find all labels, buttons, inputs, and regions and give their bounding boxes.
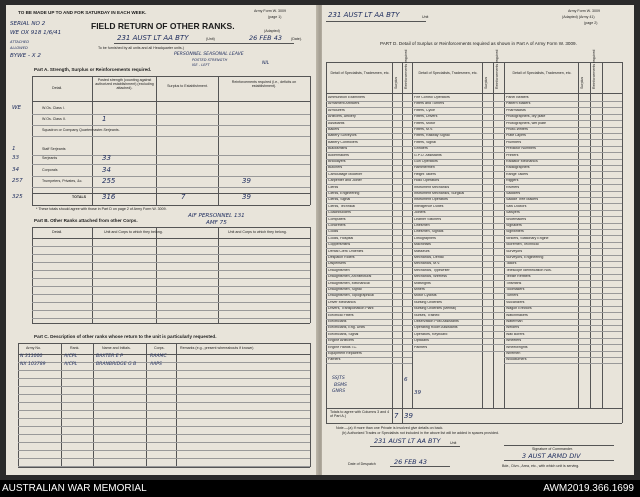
unit-handwritten: 231 AUST LT AA BTY xyxy=(117,34,189,42)
specialist-item: Electrical Fitters xyxy=(328,313,354,317)
specialist-item: Opticians xyxy=(414,339,429,343)
specialist-item: Wheelers xyxy=(506,339,522,343)
part-c-row-line xyxy=(18,410,310,411)
specialist-item: Assistants xyxy=(328,121,345,125)
specialist-item: Printers xyxy=(506,153,519,157)
specialist-item: Ammunition Examiners xyxy=(328,96,365,99)
part-c-row-line xyxy=(18,450,310,451)
part-c-row-line xyxy=(18,402,310,403)
specialist-item: Painters xyxy=(414,345,428,349)
part-b-row-line xyxy=(32,294,310,295)
specialist-item: Photographers, dry plate xyxy=(506,115,546,119)
right-unit-hw: 231 AUST LT AA BTY xyxy=(328,11,400,19)
part-c-row-line xyxy=(18,370,310,371)
sign-unit-label: Unit xyxy=(450,441,457,445)
note-2: (b) Authorized Trades or Specialists not included in the above list will be added in spaces provided. xyxy=(342,431,500,435)
part-c-rank: A/CPL xyxy=(64,354,78,359)
despatch-label: Date of Despatch xyxy=(348,462,376,466)
hw-mid-1: AMF 75 xyxy=(206,220,227,226)
specialist-item: Hammermen xyxy=(414,166,435,170)
specialist-item: Machinists xyxy=(414,243,431,247)
part-a-row-label: Squadron or Company Quartermaster-Serjeants. xyxy=(42,128,120,132)
specialist-item: Pharmacists xyxy=(506,108,526,112)
specialist-item: Lithographers xyxy=(414,236,436,240)
specialist-item: Artificers, Artillery xyxy=(328,115,356,119)
part-c-row-line xyxy=(18,442,310,443)
specialist-item: Electricians, Signal xyxy=(328,332,359,336)
specialist-item: Armourers xyxy=(328,108,345,112)
totals-surplus: 7 xyxy=(394,412,399,420)
specialist-item: Fire Control Operators xyxy=(414,96,450,99)
part-c-corps: RAAMC xyxy=(150,354,167,359)
date-label: (Date). xyxy=(291,37,302,41)
part-c-row-line xyxy=(18,434,310,435)
unit-label: (Unit) xyxy=(206,37,215,41)
hw-entry-2-value: 39 xyxy=(414,390,422,396)
specialist-item: Mechanics, Dental xyxy=(414,256,444,259)
specialist-item: Millwrights xyxy=(414,281,431,285)
specialist-item: Clerks, Signal xyxy=(328,198,351,202)
specialist-item: Mechanics, Typewriter xyxy=(414,268,450,272)
part-a-row-margin: 1 xyxy=(12,146,16,152)
specialist-item: Butchers xyxy=(328,166,343,170)
part-a-row-posted: 255 xyxy=(102,177,116,185)
part-a-row-reinf: 39 xyxy=(242,177,251,185)
sign-unit-hw: 231 AUST LT AA BTY xyxy=(374,437,441,445)
specialist-item: Coppersmiths xyxy=(328,243,351,247)
part-d-h-surplus-3: Surplus xyxy=(580,76,584,89)
part-a-row-margin: 257 xyxy=(12,178,23,184)
specialist-item: Driver Mechanics xyxy=(328,300,356,304)
part-a-row-posted: 316 xyxy=(102,193,116,201)
part-c-name: BRANBRIDGE G B xyxy=(96,362,137,367)
part-a-row-posted: 34 xyxy=(102,166,111,174)
specialist-item: Equipment Repairers xyxy=(328,352,362,355)
specialist-item: Height Takers xyxy=(414,172,436,176)
specialist-item: Fitters, Railway Signal xyxy=(414,134,450,138)
specialist-item: Mechanics, M.V. xyxy=(414,262,441,266)
specialist-item: Panel Beaters xyxy=(506,96,529,99)
specialist-item: Camouflage Modeller xyxy=(328,172,363,176)
specialist-item: Radiographers xyxy=(506,166,530,170)
specialist-item: Carpenter and Joiner xyxy=(328,179,362,183)
part-a-row-posted: 33 xyxy=(102,154,111,162)
specialist-item: Nursing Orderlies xyxy=(414,300,442,304)
part-b-title: Part B. Other Ranks attached from other Corps. xyxy=(34,218,138,223)
hw-top-right-2: ISE - LEFT xyxy=(192,63,210,67)
hw-top-right-1: POSTED STRENGTH xyxy=(192,58,228,62)
part-b-h-unit1: Unit and Corps to which they belong. xyxy=(104,230,163,234)
specialist-item: Strikers, Stationary Engine xyxy=(506,236,549,240)
part-c-h-rank: Rank. xyxy=(70,346,80,350)
specialist-item: Bakers xyxy=(328,128,340,131)
right-adapted: (Adapted) (Army 41) xyxy=(562,15,595,19)
part-c-h-no: Army No. xyxy=(26,346,41,350)
specialist-item: Battery Surveyors xyxy=(328,134,357,138)
furnish-note: To be furnished by all units and all Headquarter units.) xyxy=(98,46,184,50)
specialist-item: Pattern Makers xyxy=(506,102,531,106)
part-b-h-unit2: Unit and Corps to which they belong. xyxy=(228,230,287,234)
specialist-item: Saddle Tree Makers xyxy=(506,198,539,202)
specialist-item: Concreters xyxy=(328,224,346,227)
specialist-item: Riggers xyxy=(506,179,519,183)
left-page xyxy=(6,5,318,475)
specialist-item: Cooks xyxy=(328,230,339,234)
part-a-row-surplus: 7 xyxy=(181,193,186,201)
specialist-item: Fitters and Turners xyxy=(414,102,445,106)
part-b-row-line xyxy=(32,278,310,279)
part-a-row-line xyxy=(32,187,310,188)
part-d-h-detail-1: Detail of Specialists, Tradesmen, etc. xyxy=(330,71,390,75)
bde-label: Bde., Divn., Area, etc., with which unit is serving. xyxy=(502,464,580,468)
margin-hw-0: SERIAL NO 2 xyxy=(10,21,46,27)
part-a-row-line xyxy=(32,136,310,137)
part-c-row-line xyxy=(18,466,310,467)
specialist-item: Joiners xyxy=(414,211,426,215)
specialist-item: Instrument Mechanics xyxy=(414,185,450,189)
specialist-row-line xyxy=(504,363,622,364)
specialist-item: Fitters, M.V. xyxy=(414,128,434,131)
specialist-item: Plate Layers xyxy=(506,134,526,138)
specialist-item: Farriers xyxy=(328,358,341,362)
specialist-item: Dispensers xyxy=(328,262,346,266)
part-a-footnote: * These totals should agree with those in Part D on page 2 of Army Form W. 3009. xyxy=(36,207,167,211)
specialist-item: Photographers, wet plate xyxy=(506,121,546,125)
specialist-item: Waterman xyxy=(506,320,523,323)
specialist-item: Linesmen xyxy=(414,224,430,227)
hw-entry-0-value: 6 xyxy=(404,377,408,383)
specialist-item: Welders xyxy=(506,326,520,330)
part-a-row-margin: WE xyxy=(12,105,22,111)
part-c-name: BAXTER E P xyxy=(96,354,123,359)
specialist-item: Hollo Operators xyxy=(414,179,440,183)
part-d-h-reinf-2: Reinforcements required xyxy=(495,49,499,89)
specialist-item: Signwriters xyxy=(506,230,524,234)
specialist-item: Surveyors, Engineering xyxy=(506,256,544,259)
specialist-item: Coachbuilders xyxy=(328,211,351,215)
specialist-item: Nursing Orderlies (Mental) xyxy=(414,307,457,311)
specialist-item: Boilermakers xyxy=(328,153,349,157)
specialist-item: Turners xyxy=(506,294,519,298)
army-form-label: Army Form W. 3009 xyxy=(254,9,286,13)
part-a-row-label: W.Os. Class I. xyxy=(42,106,65,110)
part-a-row-line xyxy=(32,176,310,177)
specialist-item: Photo-Writers xyxy=(506,128,528,131)
right-army-form: Army Form W. 3009 xyxy=(568,9,600,13)
specialist-item: Nurses, Trained xyxy=(414,313,440,317)
specialist-item: Fitters, Cycle xyxy=(414,108,435,112)
specialist-item: Wall Borers xyxy=(506,332,525,336)
specialist-item: Draughtsmen, Architectural xyxy=(328,275,372,279)
part-a-row-line xyxy=(32,114,310,115)
specialist-item: Wagon Erectors xyxy=(506,307,532,311)
specialist-item: Surveyors xyxy=(506,249,523,253)
part-b-row-line xyxy=(32,318,310,319)
right-page xyxy=(322,5,634,475)
part-c-row-line xyxy=(18,362,310,363)
specialist-row-line xyxy=(326,363,412,364)
despatch-hw: 26 FEB 43 xyxy=(394,458,427,466)
part-c-rank: A/CPL xyxy=(64,362,78,367)
part-c-title: Part C. Description of other ranks whose return to the unit is particularly requested. xyxy=(34,334,217,339)
part-a-row-label: Corporals xyxy=(42,168,58,172)
specialist-item: Draughtsmen, Mechanical xyxy=(328,281,370,285)
part-b-row-line xyxy=(32,302,310,303)
right-page-label: (page 2) xyxy=(584,21,598,25)
part-c-row-line xyxy=(18,386,310,387)
specialist-item: Wheelwrights xyxy=(506,345,528,349)
part-c-row-line xyxy=(18,426,310,427)
specialist-row-line xyxy=(412,351,504,352)
specialist-item: Gun Operators xyxy=(414,160,438,163)
specialist-item: Operators, Keyboard xyxy=(414,332,448,336)
specialist-item: Vulcanizers xyxy=(506,300,525,304)
margin-hw-3: ALLOWED xyxy=(10,46,28,50)
specialist-item: Radiator Mechanics xyxy=(506,160,538,163)
page-label: (page 1) xyxy=(268,15,282,19)
hw-entry-0-label: SSJTS xyxy=(332,376,345,381)
part-b-row-line xyxy=(32,262,310,263)
specialist-item: Fitters, Drivers xyxy=(414,115,438,119)
part-c-h-corps: Corps. xyxy=(154,346,165,350)
specialist-item: Storemen, Technical xyxy=(506,243,539,247)
hw-mid-0: AIF PERSONNEL 131 xyxy=(188,213,245,219)
adapted-label: (Adapted) xyxy=(264,29,280,33)
specialist-item: Clerks, Engineering xyxy=(328,192,360,195)
part-d-h-detail-2: Detail of Specialists, Tradesmen, etc. xyxy=(418,71,478,75)
specialist-item: Engine Artificers xyxy=(328,339,354,343)
part-a-row-line xyxy=(32,125,310,126)
part-d-h-reinf-3: Reinforcements required xyxy=(592,49,596,89)
arm-div-hw: 3 AUST ARMD DIV xyxy=(522,452,581,460)
specialist-item: Textile Refitters xyxy=(506,275,531,279)
right-unit-label: Unit xyxy=(422,15,429,19)
part-b-row-line xyxy=(32,254,310,255)
specialist-item: Riveters xyxy=(506,185,520,189)
part-c-h-remarks: Remarks (e.g., present whereabouts if known) xyxy=(180,346,254,350)
part-a-row-line xyxy=(32,155,310,156)
part-a-row-label: Serjeants xyxy=(42,156,58,160)
part-a-h-posted: Posted strength (counting against authorized establishment) (excluding attached). xyxy=(95,78,154,90)
part-c-row-line xyxy=(18,458,310,459)
specialist-item: Linesmen, Signals xyxy=(414,230,444,234)
specialist-item: Battery Controllers xyxy=(328,140,358,144)
part-a-row-posted: 1 xyxy=(102,115,107,123)
specialist-item: Clerks xyxy=(328,185,339,189)
part-a-h-surplus: Surplus to Establishment. xyxy=(167,84,208,88)
note-1: Note.—(a) If more than one Private is involved give details on back. xyxy=(336,426,444,430)
part-d-h-surplus-2: Surplus xyxy=(484,76,488,89)
part-a-row-margin: 33 xyxy=(12,155,20,161)
part-b-row-line xyxy=(32,270,310,271)
specialist-item: Tailors xyxy=(506,262,517,266)
part-b-row-line xyxy=(32,310,310,311)
margin-hw-1: WE OX 918 1/6/41 xyxy=(10,30,62,36)
specialist-item: Watchmakers xyxy=(506,313,528,317)
archive-caption-bar xyxy=(0,480,640,497)
hw-top-right-0: PERSONNEL SEASONAL LEAVE xyxy=(174,52,244,57)
margin-hw-2: ATTACHED xyxy=(10,40,29,44)
specialist-item: Despatch Riders xyxy=(328,256,355,259)
specialist-item: Plumbers xyxy=(506,140,522,144)
part-a-title: Part A. Strength, Surplus or Reinforcements required. xyxy=(34,67,152,72)
form-title: FIELD RETURN OF OTHER RANKS. xyxy=(91,21,235,31)
specialist-item: Operating Room Assistants xyxy=(414,326,458,330)
specialist-item: Draughtsmen, Topographical xyxy=(328,294,374,298)
specialist-item: Instrument Operators xyxy=(414,198,448,202)
part-c-row-line xyxy=(18,418,310,419)
specialist-item: Miners xyxy=(414,288,425,291)
part-a-row-reinf: 39 xyxy=(242,193,251,201)
part-c-h-name: Name and Initials. xyxy=(102,346,131,350)
specialist-item: Observation Post Assistants xyxy=(414,320,459,323)
specialist-item: Range Takers xyxy=(506,172,529,176)
specialist-item: Blacksmiths xyxy=(328,147,348,151)
specialist-item: Electricians, Eng. Units xyxy=(328,326,365,330)
specialist-item: Drivers, Transportation Plant xyxy=(328,307,374,311)
specialist-item: Toolmakers xyxy=(506,288,525,291)
part-c-army-no: N 311000 xyxy=(20,354,43,359)
specialist-item: Dental Clerk Orderlies xyxy=(328,249,364,253)
part-a-row-label: TOTALS xyxy=(72,195,87,199)
part-b-row-line xyxy=(32,246,310,247)
specialist-item: Draughtsmen, Signal xyxy=(328,288,362,291)
part-d-h-detail-3: Detail of Specialists, Tradesmen, etc. xyxy=(512,71,572,75)
totals-reinf: 39 xyxy=(404,412,413,420)
part-c-row-line xyxy=(18,394,310,395)
date-handwritten: 26 FEB 43 xyxy=(249,34,282,42)
specialist-item: Fitters, Signal xyxy=(414,140,436,144)
top-note: TO BE MADE UP TO AND FOR SATURDAY IN EACH WEEK. xyxy=(18,10,147,15)
specialist-item: Leather Stitchers xyxy=(414,217,442,221)
hw-entry-1-label: BSMS xyxy=(334,383,347,388)
specialist-item: Tinsmiths xyxy=(506,281,522,285)
part-d-title: PART D. Detail of Surplus or Reinforcements required as shown in Part A of Army Form W. 3009. xyxy=(380,41,577,46)
caption-left: AUSTRALIAN WAR MEMORIAL xyxy=(2,483,147,494)
part-a-h-reinf: Reinforcements required (i.e., deficits on establishment). xyxy=(231,80,297,88)
specialist-item: Sawyers xyxy=(506,211,520,215)
specialist-item: Shoemakers xyxy=(506,217,527,221)
part-a-row-label: Staff Serjeants xyxy=(42,147,66,151)
specialist-item: G.P.O. Assistants xyxy=(414,153,442,157)
specialist-item: Armament Artificers xyxy=(328,102,360,106)
part-b-h-detail: Detail. xyxy=(52,230,63,234)
specialist-item: Engine Hands I.C. xyxy=(328,345,358,349)
totals-label: Totals to agree with Columns 3 and 4 of Part A.) xyxy=(330,410,390,419)
caption-right: AWM2019.366.1699 xyxy=(543,483,634,494)
specialist-item: Electricians xyxy=(328,320,347,323)
specialist-item: Predictor Numbers xyxy=(506,147,536,151)
specialist-item: Masseurs xyxy=(414,249,430,253)
specialist-item: Mechanics, Wireless xyxy=(414,275,447,279)
specialist-item: Saddlers xyxy=(506,192,521,195)
specialist-item: Bricklayers xyxy=(328,160,346,163)
specialist-item: Computers xyxy=(328,217,346,221)
specialist-item: Intelligence Duties xyxy=(414,204,444,208)
margin-hw-4: BYWE - X 2 xyxy=(10,53,41,59)
part-b-row-line xyxy=(32,286,310,287)
specialist-item: Wiremen xyxy=(506,352,521,355)
specialist-item: Instrument Mechanics, Surgical xyxy=(414,192,465,195)
hw-top-right-3: NIL xyxy=(262,61,270,66)
specialist-item: Woodturners xyxy=(506,358,527,362)
part-a-row-line xyxy=(32,164,310,165)
part-a-h-detail: Detail. xyxy=(52,86,63,90)
part-a-row-label: Trumpeters, Privates, &c. xyxy=(42,179,83,183)
part-d-h-reinf-1: Reinforcements required xyxy=(404,49,408,89)
specialist-item: Motor Cyclists xyxy=(414,294,437,298)
part-c-army-no: NX 103789 xyxy=(20,362,46,367)
hw-entry-2-label: GNRS xyxy=(332,389,346,394)
specialist-item: Telescope Identification Nos. xyxy=(506,268,552,272)
specialist-item: Fitters, Motor xyxy=(414,121,436,125)
specialist-item: Saw Doctors xyxy=(506,204,527,208)
specialist-item: Cooks, Hospital xyxy=(328,236,354,240)
specialist-item: Clerks, Technical xyxy=(328,204,356,208)
commander-label: Signature of Commander. xyxy=(532,447,573,451)
specialist-item: Draughtsmen xyxy=(328,268,350,272)
specialist-item: Signallers xyxy=(506,224,522,227)
specialist-item: Grinders xyxy=(414,147,428,151)
part-d-h-surplus-1: Surplus xyxy=(394,76,398,89)
part-c-corps: AAPS xyxy=(150,362,162,367)
part-a-row-label: W.Os. Class II. xyxy=(42,117,66,121)
part-c-row-line xyxy=(18,378,310,379)
part-a-row-margin: 34 xyxy=(12,167,20,173)
part-a-row-margin: 325 xyxy=(12,194,23,200)
